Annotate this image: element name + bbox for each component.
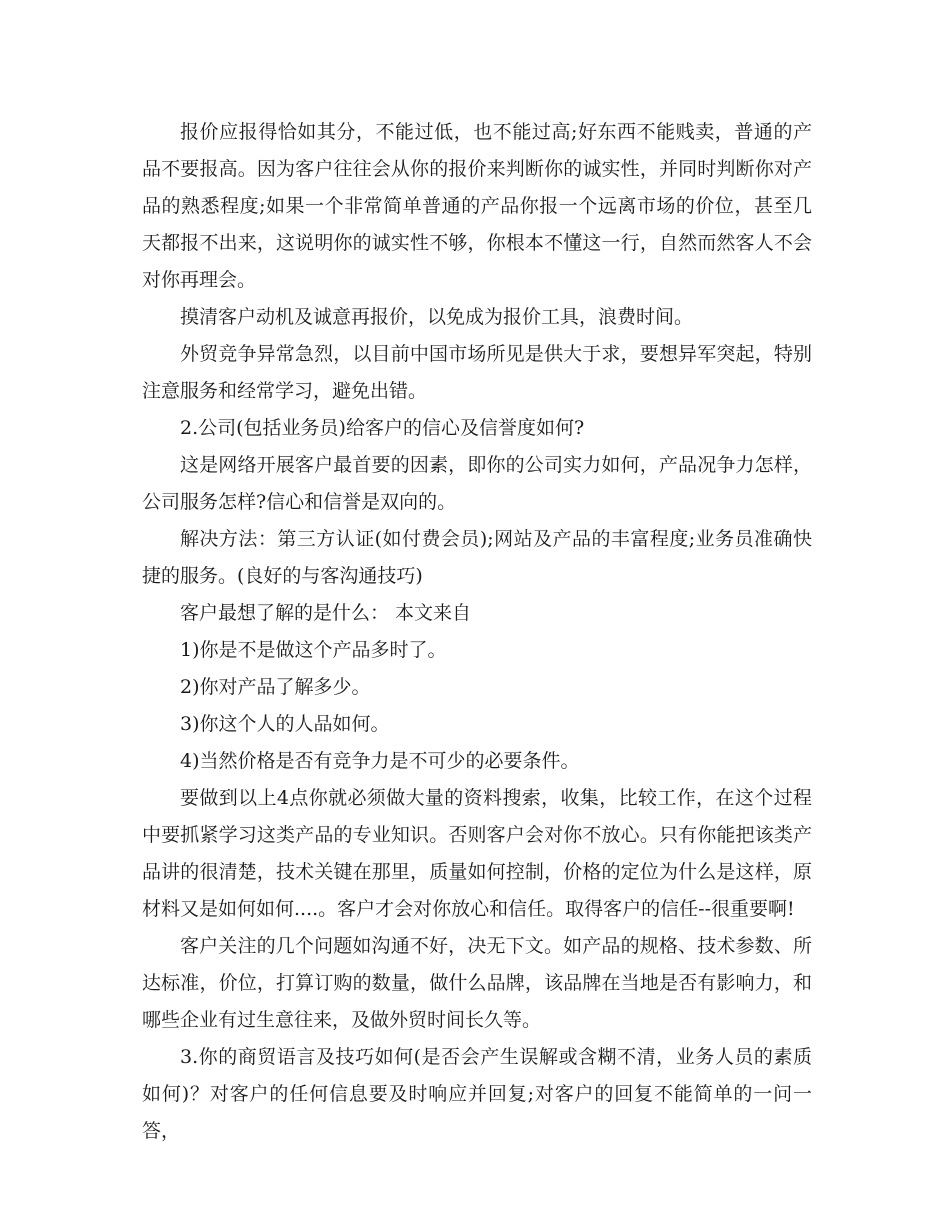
paragraph-credibility-factor: 这是网络开展客户最首要的因素，即你的公司实力如何，产品况争力怎样，公司服务怎样?信心和信誉是双向的。 xyxy=(142,454,812,513)
heading-company-credibility: 2.公司(包括业务员)给客户的信心及信誉度如何? xyxy=(180,417,585,439)
paragraph-customer-wants: 客户最想了解的是什么： 本文来自 xyxy=(180,602,472,624)
list-item-3: 3)你这个人的人品如何。 xyxy=(180,713,390,735)
paragraph-quote-pricing: 报价应报得恰如其分，不能过低，也不能过高;好东西不能贱卖，普通的产品不要报高。因为客户往往会从你的报价来判断你的诚实性，并同时判断你对产品的熟悉程度;如果一个非常简单普通的产品你报一个远离市场的价位，甚至几天都报不出来，这说明你的诚实性不够，你根本不懂这一行，自然而然客人不会对你再理会。 xyxy=(142,121,812,291)
paragraph-competition: 外贸竞争异常急烈，以目前中国市场所见是供大于求，要想异军突起，特别注意服务和经常学习，避免出错。 xyxy=(142,343,812,402)
paragraph-customer-concerns: 客户关注的几个问题如沟通不好，决无下文。如产品的规格、技术参数、所达标准，价位，打算订购的数量，做什么品牌，该品牌在当地是否有影响力，和哪些企业有过生意往来，及做外贸时间长久等。 xyxy=(142,935,812,1031)
document-body xyxy=(142,114,812,1150)
list-item-2: 2)你对产品了解多少。 xyxy=(180,676,371,698)
paragraph-research: 要做到以上4点你就必须做大量的资料搜索，收集，比较工作，在这个过程中要抓紧学习这类产品的专业知识。否则客户会对你不放心。只有你能把该类产品讲的很清楚，技术关键在那里，质量如何控制，价格的定位为什么是这样，原材料又是如何如何....。客户才会对你放心和信任。取得客户的信任--很重要啊! xyxy=(142,787,812,920)
list-item-4: 4)当然价格是否有竞争力是不可少的必要条件。 xyxy=(180,750,580,772)
paragraph-solution: 解决方法：第三方认证(如付费会员);网站及产品的丰富程度;业务员准确快捷的服务。(良好的与客沟通技巧) xyxy=(142,528,812,587)
paragraph-customer-motive: 摸清客户动机及诚意再报价，以免成为报价工具，浪费时间。 xyxy=(180,306,694,328)
heading-trade-language: 3.你的商贸语言及技巧如何(是否会产生误解或含糊不清，业务人员的素质如何)？对客户的任何信息要及时响应并回复;对客户的回复不能简单的一问一答， xyxy=(142,1046,812,1142)
list-item-1: 1)你是不是做这个产品多时了。 xyxy=(180,639,447,661)
